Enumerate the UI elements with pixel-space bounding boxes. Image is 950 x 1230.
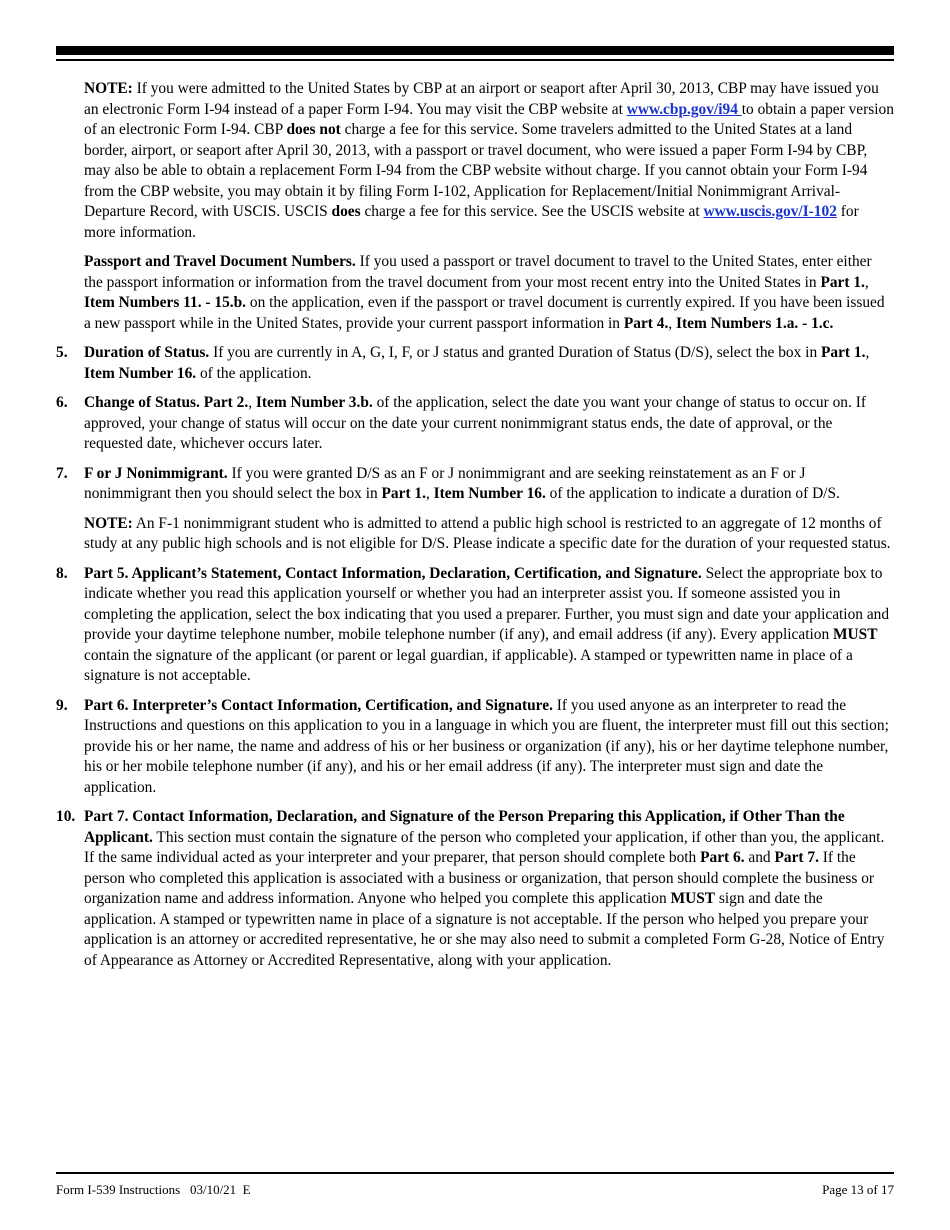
item-heading: F or J Nonimmigrant. bbox=[84, 464, 228, 482]
uscis-i102-link[interactable]: www.uscis.gov/I-102 bbox=[703, 203, 837, 220]
footer-rule bbox=[56, 1172, 894, 1174]
item-number: 10. bbox=[56, 808, 76, 825]
item-number: 9. bbox=[56, 696, 68, 714]
page-content bbox=[56, 79, 894, 980]
note-f1-paragraph: NOTE: An F-1 nonimmigrant student who is admitted to attend a public high school is restricted to an aggregate of 12 months of study at any public high schools and is not eligible for D/S. Please indicate a specific date for the duration of your requested status. bbox=[84, 514, 891, 552]
note-label: NOTE: bbox=[84, 80, 133, 97]
list-item-10 bbox=[56, 807, 894, 971]
item-body: Duration of Status. If you are currently in A, G, I, F, or J status and granted Duration of Status (D/S), select the box in Part 1., Item Number 16. of the application. bbox=[84, 344, 870, 382]
item-number: 6. bbox=[56, 394, 68, 411]
list-item-9 bbox=[56, 696, 894, 799]
item-number: 7. bbox=[56, 464, 68, 482]
item-heading: Duration of Status. bbox=[84, 344, 210, 361]
list-item-6 bbox=[56, 393, 894, 455]
item-number: 5. bbox=[56, 344, 68, 361]
footer-page-number: Page 13 of 17 bbox=[822, 1182, 894, 1197]
item-body: F or J Nonimmigrant. If you were granted D/S as an F or J nonimmigrant and are seeking reinstatement as an F or J nonimmigrant then you should select the box in Part 1., Item Number 16. of the application to indicate a duration of D/S. bbox=[84, 464, 840, 502]
item-body: Part 6. Interpreter’s Contact Information, Certification, and Signature. If you used anyone as an interpreter to read the Instructions and questions on this application to you in a language in which you are fluent, the interpreter must fill out this section; provide his or her name, the name and address of his or her business or organization (if any), his or her daytime telephone number, his or her mobile telephone number (if any), and his or her email address (if any). The interpreter must sign and date the application. bbox=[84, 696, 889, 796]
item-body: Part 7. Contact Information, Declaration, and Signature of the Person Preparing this Application, if Other Than the Applicant. This section must contain the signature of the person who completed your application, if other than you, the applicant. If the same individual acted as your interpreter and your preparer, that person should complete both Part 6. and Part 7. If the person who completed this application is associated with a business or organization, that person should complete the business or organization name and address information. Anyone who helped you complete this application MUST sign and date the application. A stamped or typewritten name in place of a signature is not acceptable. If the person who helped you prepare your application is an attorney or accredited representative, he or she may also need to submit a completed Form G-28, Notice of Entry of Appearance as Attorney or Accredited Representative, along with your application. bbox=[84, 808, 885, 969]
item-body: Part 5. Applicant’s Statement, Contact Information, Declaration, Certification, and Signature. Select the appropriate box to indicate whether you read this application yourself or whether you had an interpreter assist you. If someone assisted you in completing the application, select the box indicating that you used a preparer. Further, you must sign and date your application and provide your daytime telephone number, mobile telephone number (if any), and email address (if any). Every application MUST contain the signature of the applicant (or parent or legal guardian, if applicable). A stamped or typewritten name in place of a signature is not acceptable. bbox=[84, 564, 890, 684]
header-rule-thick bbox=[56, 46, 894, 55]
item-heading: Part 5. Applicant’s Statement, Contact Information, Declaration, Certification, and Signature. bbox=[84, 564, 702, 582]
list-item-5 bbox=[56, 343, 894, 384]
item-body: Change of Status. Part 2., Item Number 3.b. of the application, select the date you want your change of status to occur on. If approved, your change of status will occur on the date your current nonimmigrant status ends, the date of approval, or the requested date, whichever occurs later. bbox=[84, 394, 866, 452]
note-cbp-paragraph: NOTE: If you were admitted to the United States by CBP at an airport or seaport after April 30, 2013, CBP may have issued you an electronic Form I-94 instead of a paper Form I-94. You may visit the CBP website at www.cbp.gov/i94 to obtain a paper version of an electronic Form I-94. CBP does not charge a fee for this service. Some travelers admitted to the United States at a land border, airport, or seaport after April 30, 2013, with a passport or travel document, who were issued a paper Form I-94 by CBP, may also be able to obtain a replacement Form I-94 from the CBP website without charge. If you cannot obtain your Form I-94 from the CBP website, you may obtain it by filing Form I-102, Application for Replacement/Initial Nonimmigrant Arrival-Departure Record, with USCIS. USCIS does charge a fee for this service. See the USCIS website at www.uscis.gov/I-102 for more information. bbox=[84, 80, 894, 241]
passport-heading: Passport and Travel Document Numbers. bbox=[84, 253, 356, 270]
note-label: NOTE: bbox=[84, 514, 133, 532]
list-item-8 bbox=[56, 564, 894, 687]
cbp-i94-link[interactable]: www.cbp.gov/i94 bbox=[626, 100, 742, 118]
item-heading: Part 6. Interpreter’s Contact Information, Certification, and Signature. bbox=[84, 696, 553, 714]
passport-paragraph: Passport and Travel Document Numbers. If you used a passport or travel document to travel to the United States, enter either the passport information or information from the travel document from your most recent entry into the United States in Part 1., Item Numbers 11. - 15.b. on the application, even if the passport or travel document is currently expired. If you have been issued a new passport while in the United States, provide your current passport information in Part 4., Item Numbers 1.a. - 1.c. bbox=[84, 253, 885, 332]
item-heading: Part 7. Contact Information, Declaration, and Signature of the Person Preparing this Application, if Other Than the Applicant. bbox=[84, 808, 845, 846]
list-item-7 bbox=[56, 464, 894, 505]
footer-form-id: Form I-539 Instructions 03/10/21 E bbox=[56, 1182, 251, 1197]
item-number: 8. bbox=[56, 564, 68, 582]
item-heading: Change of Status. bbox=[84, 394, 200, 411]
header-rule-thin bbox=[56, 59, 894, 61]
